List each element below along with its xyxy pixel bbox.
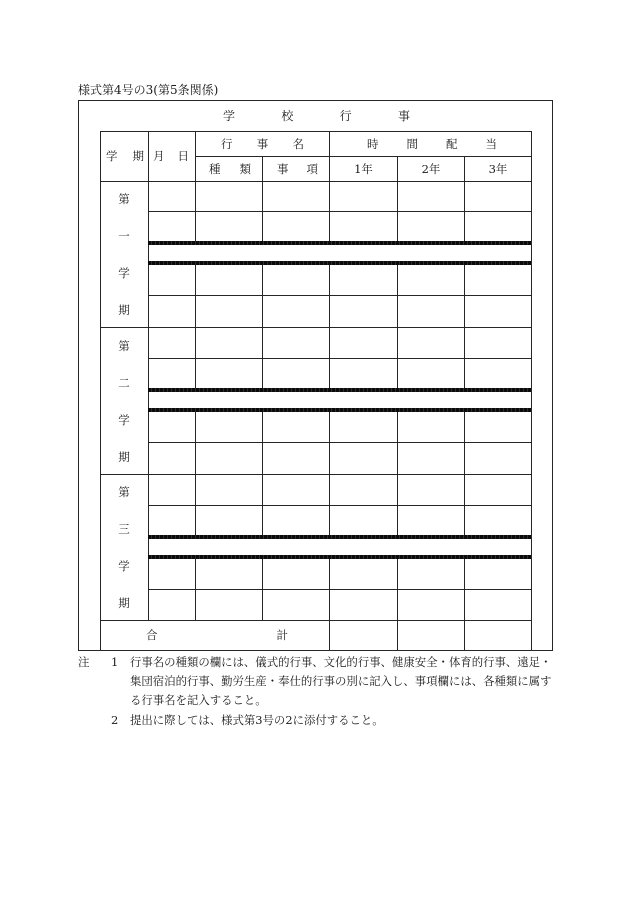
term-3-row-3-grade-2-hours-cell bbox=[397, 558, 465, 590]
term-2-label-char: 期 bbox=[118, 449, 130, 464]
term-1-row-3-grade-3-hours-cell bbox=[464, 264, 532, 296]
note-2-number: 2 bbox=[111, 713, 119, 727]
term-2-row-2-grade-1-hours-cell bbox=[329, 358, 398, 389]
term-2-row-1-month-day-cell bbox=[148, 327, 196, 359]
term-1-row-4-event-kind-cell bbox=[195, 295, 263, 328]
header-time-allocation-label-char: 当 bbox=[485, 137, 497, 151]
term-1-label-char: 第 bbox=[118, 192, 130, 207]
term-1-label-char: 学 bbox=[118, 265, 130, 280]
term-1-omission-line-top bbox=[148, 241, 532, 245]
term-2-row-1-event-kind-cell bbox=[195, 327, 263, 359]
term-3-row-4-event-item-cell bbox=[262, 589, 330, 621]
header-event-item-label-char: 項 bbox=[306, 162, 318, 176]
form-number: 様式第4号の3(第5条関係) bbox=[78, 83, 219, 97]
header-event-kind-label bbox=[209, 163, 251, 175]
term-3-label-char: 第 bbox=[118, 485, 130, 500]
term-2-row-1-grade-2-hours-cell bbox=[397, 327, 465, 359]
term-3-label bbox=[117, 474, 131, 621]
term-3-row-3-grade-1-hours-cell bbox=[329, 558, 398, 590]
term-1-row-2-grade-3-hours-cell bbox=[464, 211, 532, 242]
term-3-row-1-month-day-cell bbox=[148, 474, 196, 506]
header-month-day-label-char: 日 bbox=[177, 149, 189, 163]
term-2-row-4-grade-3-hours-cell bbox=[464, 442, 532, 475]
term-1-row-3-grade-2-hours-cell bbox=[397, 264, 465, 296]
term-2-row-4-grade-2-hours-cell bbox=[397, 442, 465, 475]
header-grade-1-label: 1年 bbox=[354, 162, 373, 176]
term-2-row-3-grade-2-hours-cell bbox=[397, 411, 465, 443]
term-1-omission-line-bottom bbox=[148, 261, 532, 265]
term-3-label-char: 期 bbox=[118, 595, 130, 610]
term-2-row-3-event-item-cell bbox=[262, 411, 330, 443]
term-1-row-4-month-day-cell bbox=[148, 295, 196, 328]
note-2-line-1: 提出に際しては、様式第3号の2に添付すること。 bbox=[130, 713, 384, 727]
term-3-row-2-grade-1-hours-cell bbox=[329, 505, 398, 536]
term-1-row-1-month-day-cell bbox=[148, 181, 196, 212]
term-1-row-4-grade-3-hours-cell bbox=[464, 295, 532, 328]
term-3-row-4-event-kind-cell bbox=[195, 589, 263, 621]
term-2-row-1-event-item-cell bbox=[262, 327, 330, 359]
term-3-omission-band bbox=[148, 535, 532, 559]
term-2-row-4-event-kind-cell bbox=[195, 442, 263, 475]
header-term-label bbox=[106, 150, 144, 162]
term-2-row-1-grade-1-hours-cell bbox=[329, 327, 398, 359]
note-1-line-1: 行事名の種類の欄には、儀式的行事、文化的行事、健康安全・体育的行事、遠足・ bbox=[130, 655, 552, 669]
term-1-row-1-grade-1-hours-cell bbox=[329, 181, 398, 212]
term-2-row-2-grade-2-hours-cell bbox=[397, 358, 465, 389]
term-1-label-char: 一 bbox=[118, 229, 130, 244]
term-2-label-char: 二 bbox=[118, 375, 130, 390]
term-1-row-2-grade-2-hours-cell bbox=[397, 211, 465, 242]
term-3-row-3-grade-3-hours-cell bbox=[464, 558, 532, 590]
term-1-row-3-event-item-cell bbox=[262, 264, 330, 296]
form-title-char: 事 bbox=[397, 109, 410, 123]
form-title-char: 行 bbox=[339, 109, 352, 123]
note-1-line-2: 集団宿泊的行事、勤労生産・奉仕的行事の別に記入し、事項欄には、各種類に属す bbox=[130, 674, 552, 688]
term-1-row-3-grade-1-hours-cell bbox=[329, 264, 398, 296]
term-3-row-4-month-day-cell bbox=[148, 589, 196, 621]
term-1-row-2-grade-1-hours-cell bbox=[329, 211, 398, 242]
term-2-row-3-grade-3-hours-cell bbox=[464, 411, 532, 443]
term-2-omission-band bbox=[148, 388, 532, 412]
header-event-name-label-char: 事 bbox=[256, 137, 269, 151]
term-3-row-3-event-kind-cell bbox=[195, 558, 263, 590]
term-3-row-3-month-day-cell bbox=[148, 558, 196, 590]
term-3-label-char: 三 bbox=[118, 522, 130, 537]
term-2-row-4-grade-1-hours-cell bbox=[329, 442, 398, 475]
term-1-row-3-event-kind-cell bbox=[195, 264, 263, 296]
form-title-char: 校 bbox=[281, 109, 294, 123]
header-event-item-label-char: 事 bbox=[277, 162, 289, 176]
total-grade-1-cell bbox=[329, 620, 398, 651]
header-time-allocation-label-char: 時 bbox=[367, 137, 379, 151]
form-title bbox=[223, 110, 410, 122]
term-3-label-char: 学 bbox=[118, 558, 130, 573]
term-1-row-4-grade-2-hours-cell bbox=[397, 295, 465, 328]
term-3-row-1-event-kind-cell bbox=[195, 474, 263, 506]
term-2-row-1-grade-3-hours-cell bbox=[464, 327, 532, 359]
term-3-row-1-event-item-cell bbox=[262, 474, 330, 506]
term-2-row-2-grade-3-hours-cell bbox=[464, 358, 532, 389]
term-2-row-4-event-item-cell bbox=[262, 442, 330, 475]
term-3-row-1-grade-3-hours-cell bbox=[464, 474, 532, 506]
form-title-char: 学 bbox=[223, 109, 236, 123]
term-1-row-2-event-item-cell bbox=[262, 211, 330, 242]
term-3-row-4-grade-1-hours-cell bbox=[329, 589, 398, 621]
term-1-row-1-grade-2-hours-cell bbox=[397, 181, 465, 212]
header-event-name-label bbox=[221, 138, 304, 150]
term-2-row-3-month-day-cell bbox=[148, 411, 196, 443]
term-3-row-2-grade-3-hours-cell bbox=[464, 505, 532, 536]
term-1-label-char: 期 bbox=[118, 302, 130, 317]
term-3-row-3-event-item-cell bbox=[262, 558, 330, 590]
header-event-name-label-char: 名 bbox=[292, 137, 304, 151]
term-1-row-4-event-item-cell bbox=[262, 295, 330, 328]
term-3-omission-line-top bbox=[148, 535, 532, 539]
term-2-row-3-grade-1-hours-cell bbox=[329, 411, 398, 443]
total-grade-3-cell bbox=[464, 620, 532, 651]
term-3-row-1-grade-1-hours-cell bbox=[329, 474, 398, 506]
header-month-day-label-char: 月 bbox=[153, 149, 165, 163]
term-1-row-1-event-kind-cell bbox=[195, 181, 263, 212]
term-2-label bbox=[117, 327, 131, 475]
term-2-row-3-event-kind-cell bbox=[195, 411, 263, 443]
header-event-name-label-char: 行 bbox=[221, 137, 233, 151]
header-event-item-label bbox=[277, 163, 318, 175]
header-time-allocation-label bbox=[367, 138, 497, 150]
term-2-omission-line-top bbox=[148, 388, 532, 392]
term-2-row-2-month-day-cell bbox=[148, 358, 196, 389]
header-grade-2-label: 2年 bbox=[421, 162, 441, 176]
total-grade-2-cell bbox=[397, 620, 465, 651]
term-3-row-2-month-day-cell bbox=[148, 505, 196, 536]
term-3-row-2-grade-2-hours-cell bbox=[397, 505, 465, 536]
term-2-label-char: 学 bbox=[118, 412, 130, 427]
header-term-label-char: 期 bbox=[132, 149, 144, 163]
term-1-row-1-grade-3-hours-cell bbox=[464, 181, 532, 212]
total-label-char: 計 bbox=[276, 628, 288, 642]
term-3-row-4-grade-3-hours-cell bbox=[464, 589, 532, 621]
header-time-allocation-label-char: 配 bbox=[446, 137, 458, 151]
term-2-row-2-event-kind-cell bbox=[195, 358, 263, 389]
term-1-row-1-event-item-cell bbox=[262, 181, 330, 212]
note-1-line-3: る行事名を記入すること。 bbox=[130, 693, 267, 707]
term-3-omission-line-bottom bbox=[148, 555, 532, 559]
term-1-row-2-month-day-cell bbox=[148, 211, 196, 242]
header-grade-3-label: 3年 bbox=[488, 162, 508, 176]
header-term-label-char: 学 bbox=[106, 149, 118, 163]
term-3-row-2-event-kind-cell bbox=[195, 505, 263, 536]
term-1-omission-band bbox=[148, 241, 532, 265]
term-3-row-1-grade-2-hours-cell bbox=[397, 474, 465, 506]
term-3-row-2-event-item-cell bbox=[262, 505, 330, 536]
term-1-row-2-event-kind-cell bbox=[195, 211, 263, 242]
term-2-label-char: 第 bbox=[118, 338, 130, 353]
total-label bbox=[146, 629, 288, 641]
term-1-label bbox=[117, 181, 131, 328]
term-2-row-2-event-item-cell bbox=[262, 358, 330, 389]
term-2-omission-line-bottom bbox=[148, 408, 532, 412]
header-event-kind-label-char: 類 bbox=[239, 162, 251, 176]
notes-prefix: 注 bbox=[78, 655, 90, 669]
term-2-row-4-month-day-cell bbox=[148, 442, 196, 475]
header-time-allocation-label-char: 間 bbox=[406, 137, 418, 151]
note-1-number: 1 bbox=[111, 655, 119, 669]
header-month-day-label bbox=[153, 150, 189, 162]
term-3-row-4-grade-2-hours-cell bbox=[397, 589, 465, 621]
term-1-row-3-month-day-cell bbox=[148, 264, 196, 296]
header-event-kind-label-char: 種 bbox=[209, 162, 221, 176]
total-label-char: 合 bbox=[146, 628, 158, 642]
term-1-row-4-grade-1-hours-cell bbox=[329, 295, 398, 328]
